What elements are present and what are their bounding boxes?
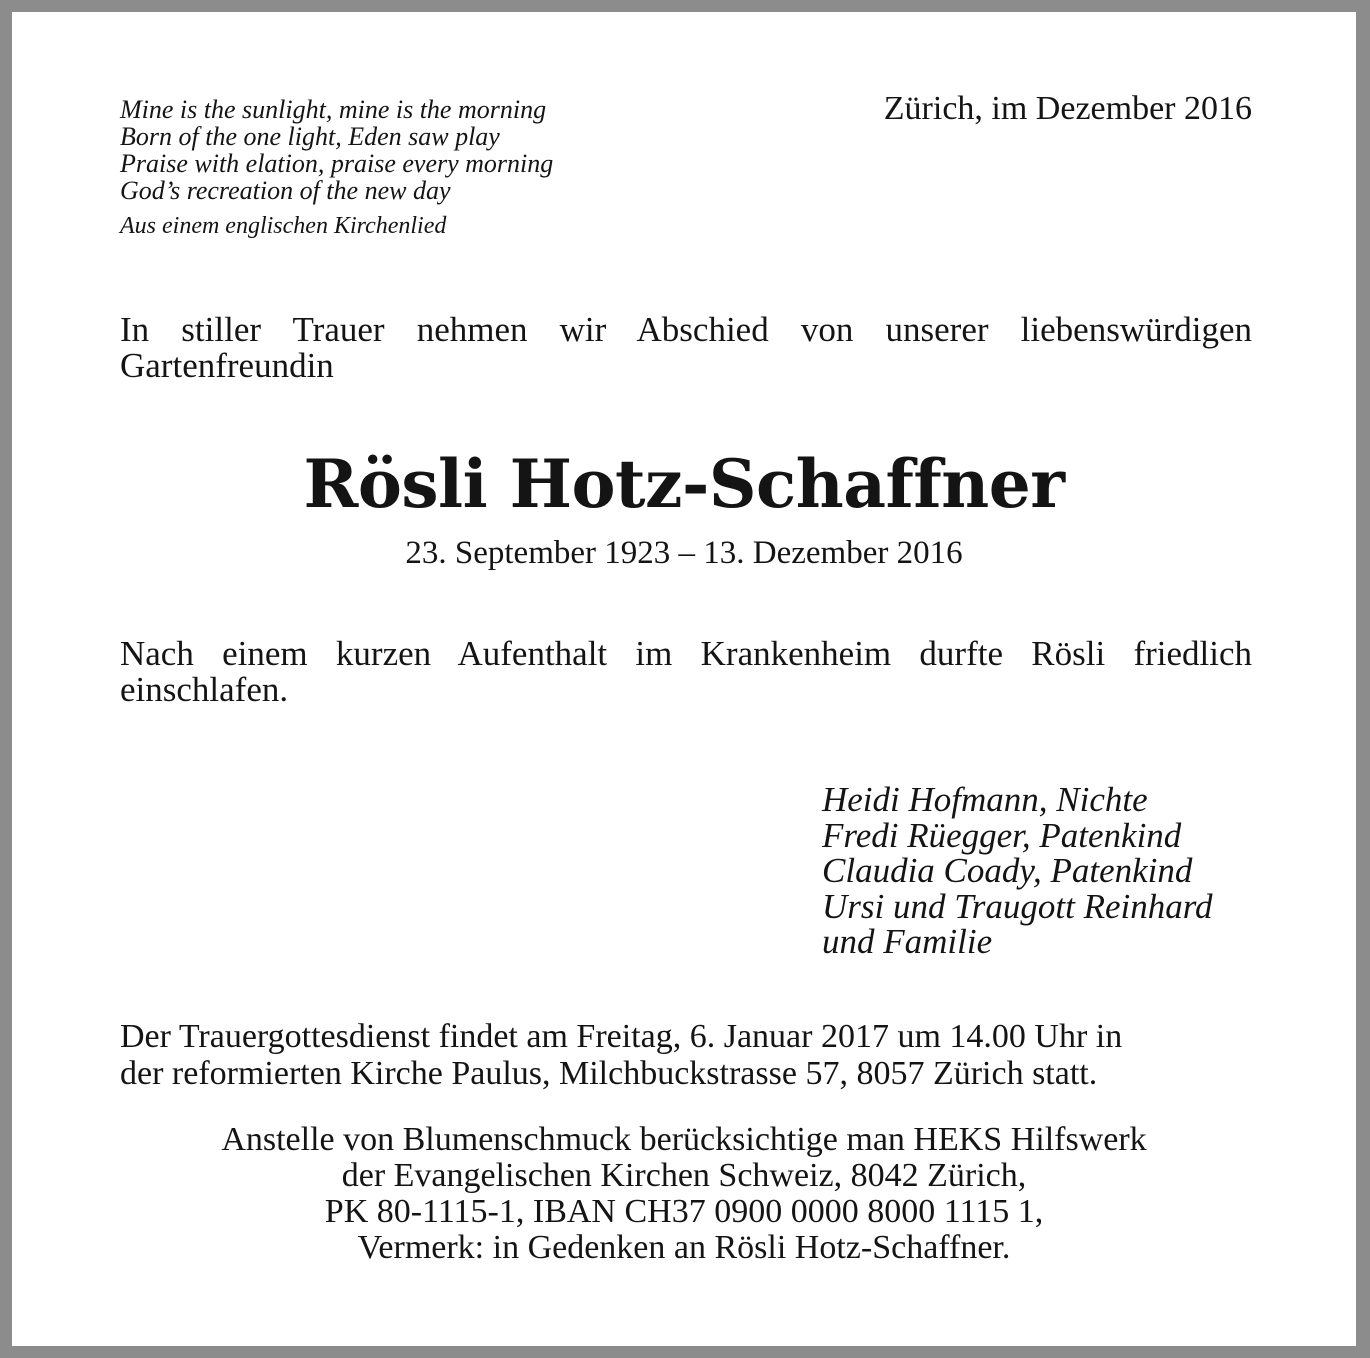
announcement-paragraph: Nach einem kurzen Aufenthalt im Krankenheim durfte Rösli friedlich einschlafen. — [120, 634, 1252, 709]
deceased-name: Rösli Hotz-Schaffner — [303, 445, 1065, 523]
intro-paragraph: In stiller Trauer nehmen wir Abschied von unserer liebenswürdigen Gartenfreundin — [120, 310, 1252, 385]
mourner-name: Claudia Coady, Patenkind — [822, 851, 1193, 890]
mourners-list — [822, 782, 1262, 960]
service-line: der reformierten Kirche Paulus, Milchbuckstrasse 57, 8057 Zürich statt. — [120, 1055, 1098, 1092]
mourner-name: Fredi Rüegger, Patenkind — [822, 815, 1182, 855]
hymn-verse — [120, 96, 680, 240]
hymn-line: Born of the one light, Eden saw play — [120, 122, 500, 151]
service-line: Der Trauergottesdienst findet am Freitag, 6. Januar 2017 um 14.00 Uhr in — [120, 1018, 1123, 1055]
hymn-source: Aus einem englischen Kirchenlied — [120, 213, 447, 239]
obituary-notice — [12, 12, 1356, 1346]
donation-line: Anstelle von Blumenschmuck berücksichtige man HEKS Hilfswerk — [221, 1121, 1147, 1158]
hymn-line: God’s recreation of the new day — [120, 176, 451, 205]
donation-line: PK 80-1115-1, IBAN CH37 0900 0000 8000 1115 1, — [324, 1193, 1044, 1230]
hymn-line: Mine is the sunlight, mine is the morning — [120, 95, 547, 124]
hymn-line: Praise with elation, praise every morning — [120, 149, 554, 178]
place-and-date: Zürich, im Dezember 2016 — [883, 90, 1252, 127]
mourner-name: Heidi Hofmann, Nichte — [822, 780, 1148, 819]
funeral-service-info — [120, 1018, 1260, 1092]
donation-line: Vermerk: in Gedenken an Rösli Hotz-Schaffner. — [357, 1229, 1011, 1266]
donation-info — [12, 1122, 1356, 1266]
life-dates: 23. September 1923 – 13. Dezember 2016 — [405, 535, 963, 571]
mourner-name: und Familie — [822, 922, 993, 961]
mourner-name: Ursi und Traugott Reinhard — [822, 886, 1213, 926]
donation-line: der Evangelischen Kirchen Schweiz, 8042 Zürich, — [341, 1157, 1027, 1194]
